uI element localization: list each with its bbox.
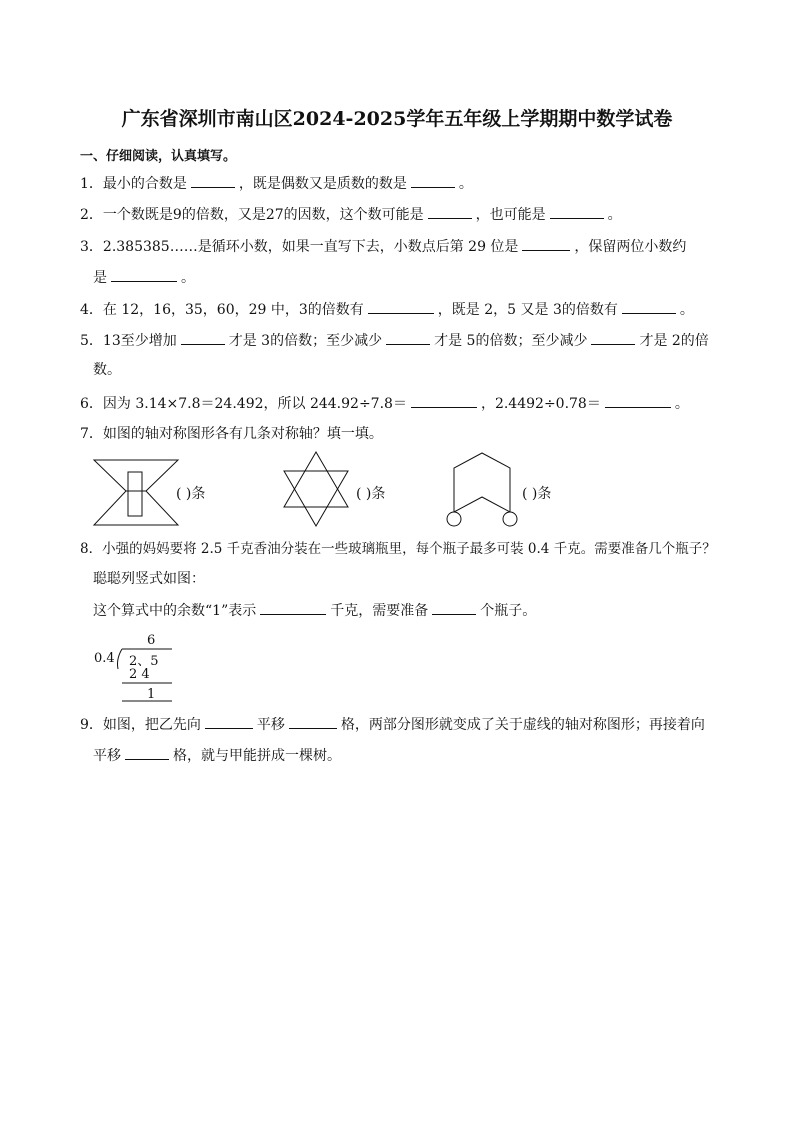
answer-blank[interactable] — [289, 714, 337, 729]
question-3-cont: 是 。 — [93, 267, 195, 288]
answer-blank[interactable] — [432, 600, 476, 615]
axis-count-label-1: ( )条 — [176, 486, 206, 502]
question-7: 7．如图的轴对称图形各有几条对称轴？填一填。 — [80, 426, 383, 442]
division-bracket — [92, 633, 182, 703]
long-division — [92, 633, 182, 703]
question-8-ask: 这个算式中的余数“1”表示 千克，需要准备 个瓶子。 — [93, 600, 536, 621]
answer-blank[interactable] — [622, 299, 676, 314]
answer-blank[interactable] — [111, 267, 177, 282]
question-9: 9．如图，把乙先向 平移 格，两部分图形就变成了关于虚线的轴对称图形；再接着向 — [80, 714, 705, 735]
answer-blank[interactable] — [411, 393, 477, 408]
question-5: 5．13至少增加 才是 3的倍数；至少减少 才是 5的倍数；至少减少 才是 2的倍 — [80, 330, 709, 351]
division-dividend: 2、5 — [129, 654, 159, 669]
answer-blank[interactable] — [428, 204, 472, 219]
answer-blank[interactable] — [260, 600, 326, 615]
division-remainder: 1 — [147, 687, 156, 702]
division-quotient: 6 — [147, 633, 156, 648]
axis-count-label-3: ( )条 — [522, 486, 552, 502]
answer-blank[interactable] — [550, 204, 604, 219]
question-4: 4．在 12，16，35，60，29 中，3的倍数有 ，既是 2，5 又是 3的倍数有 。 — [80, 299, 694, 320]
page-title: 广东省深圳市南山区2024-2025学年五年级上学期期中数学试卷 — [121, 108, 673, 130]
answer-blank[interactable] — [181, 330, 225, 345]
section-heading: 一、仔细阅读，认真填写。 — [80, 149, 237, 164]
answer-blank[interactable] — [522, 236, 570, 251]
answer-blank[interactable] — [386, 330, 430, 345]
question-3: 3．2.385385……是循环小数，如果一直写下去，小数点后第 29 位是 ，保留两位小数约 — [80, 236, 686, 257]
question-1: 1．最小的合数是 ，既是偶数又是质数的数是 。 — [80, 173, 473, 194]
answer-blank[interactable] — [191, 173, 235, 188]
answer-blank[interactable] — [591, 330, 635, 345]
answer-blank[interactable] — [605, 393, 671, 408]
question-2: 2．一个数既是9的倍数，又是27的因数，这个数可能是 ，也可能是 。 — [80, 204, 622, 225]
answer-blank[interactable] — [411, 173, 455, 188]
question-8: 8．小强的妈妈要将 2.5 千克香油分装在一些玻璃瓶里，每个瓶子最多可装 0.4 千克。需要准备几个瓶子？ — [80, 541, 716, 557]
axis-count-label-2: ( )条 — [356, 486, 386, 502]
star-figure — [281, 450, 361, 530]
question-6: 6．因为 3.14×7.8＝24.492，所以 244.92÷7.8＝ ，2.4492÷0.78＝ 。 — [80, 393, 689, 414]
hourglass-figure — [94, 460, 184, 530]
answer-blank[interactable] — [205, 714, 253, 729]
question-8-cont: 聪聪列竖式如图： — [93, 571, 205, 587]
answer-blank[interactable] — [368, 299, 434, 314]
question-9-cont: 平移 格，就与甲能拼成一棵树。 — [93, 745, 341, 766]
division-product: 2 4 — [129, 667, 150, 682]
question-5-cont: 数。 — [93, 362, 121, 378]
division-divisor: 0.4 — [94, 651, 115, 666]
answer-blank[interactable] — [125, 745, 169, 760]
